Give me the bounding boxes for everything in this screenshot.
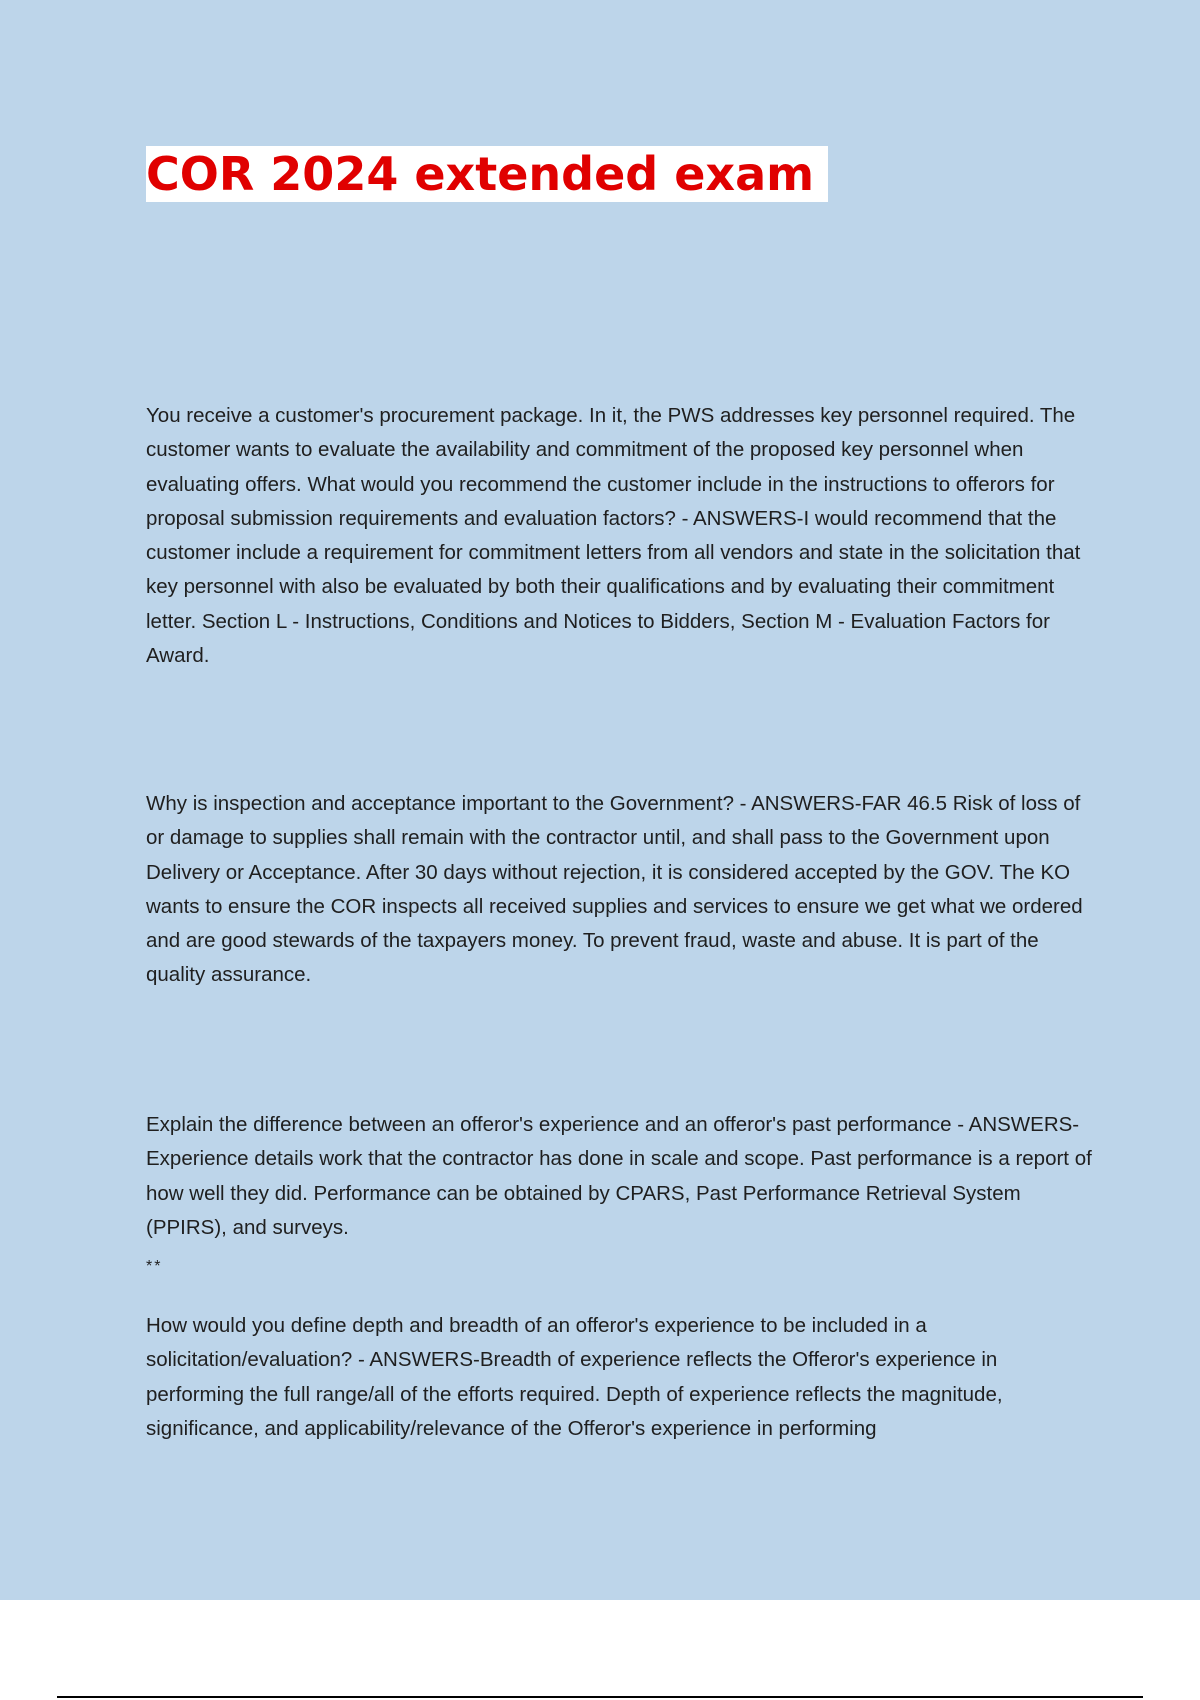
qa-block-depth-breadth: How would you define depth and breadth of an offeror's experience to be included in a solicitation/evaluation? - ANSWERS-Breadth of experience reflects the Offeror's experience in performing the full range/all of the efforts required. Depth of experience reflects the magnitude, significance, and applicability/relevance of the Offeror's experience in performing [146,1314,1003,1440]
qa-block-inspection-key-personnel: You receive a customer's procurement package. In it, the PWS addresses key personnel required. The customer wants to evaluate the availability and commitment of the proposed key personnel when evaluating offers. What would you recommend the customer include in the instructions to offerors for proposal submission requirements and evaluation factors? - ANSWERS-I would recommend that the customer include a requirement for commitment letters from all vendors and state in the solicitation that key personnel with also be evaluated by both their qualifications and by evaluating their commitment letter. Section L - Instructions, Conditions and Notices to Bidders, Section M - Evaluation Factors for Award. [146,404,1081,668]
footer-rule [57,1696,1143,1698]
document-title: COR 2024 extended exam [146,146,828,202]
separator-asterisks: ** [146,1258,163,1275]
qa-block-inspection-acceptance: Why is inspection and acceptance important to the Government? - ANSWERS-FAR 46.5 Risk of loss of or damage to supplies shall remain with the contractor until, and shall pass to the Government upon Delivery or Acceptance. After 30 days without rejection, it is considered accepted by the GOV. The KO wants to ensure the COR inspects all received supplies and services to ensure we get what we ordered and are good stewards of the taxpayers money. To prevent fraud, waste and abuse. It is part of the quality assurance. [146,792,1083,987]
qa-block-experience-vs-past-performance: Explain the difference between an offeror's experience and an offeror's past performance - ANSWERS-Experience details work that the contractor has done in scale and scope. Past performance is a report of how well they did. Performance can be obtained by CPARS, Past Performance Retrieval System (PPIRS), and surveys. [146,1113,1092,1239]
